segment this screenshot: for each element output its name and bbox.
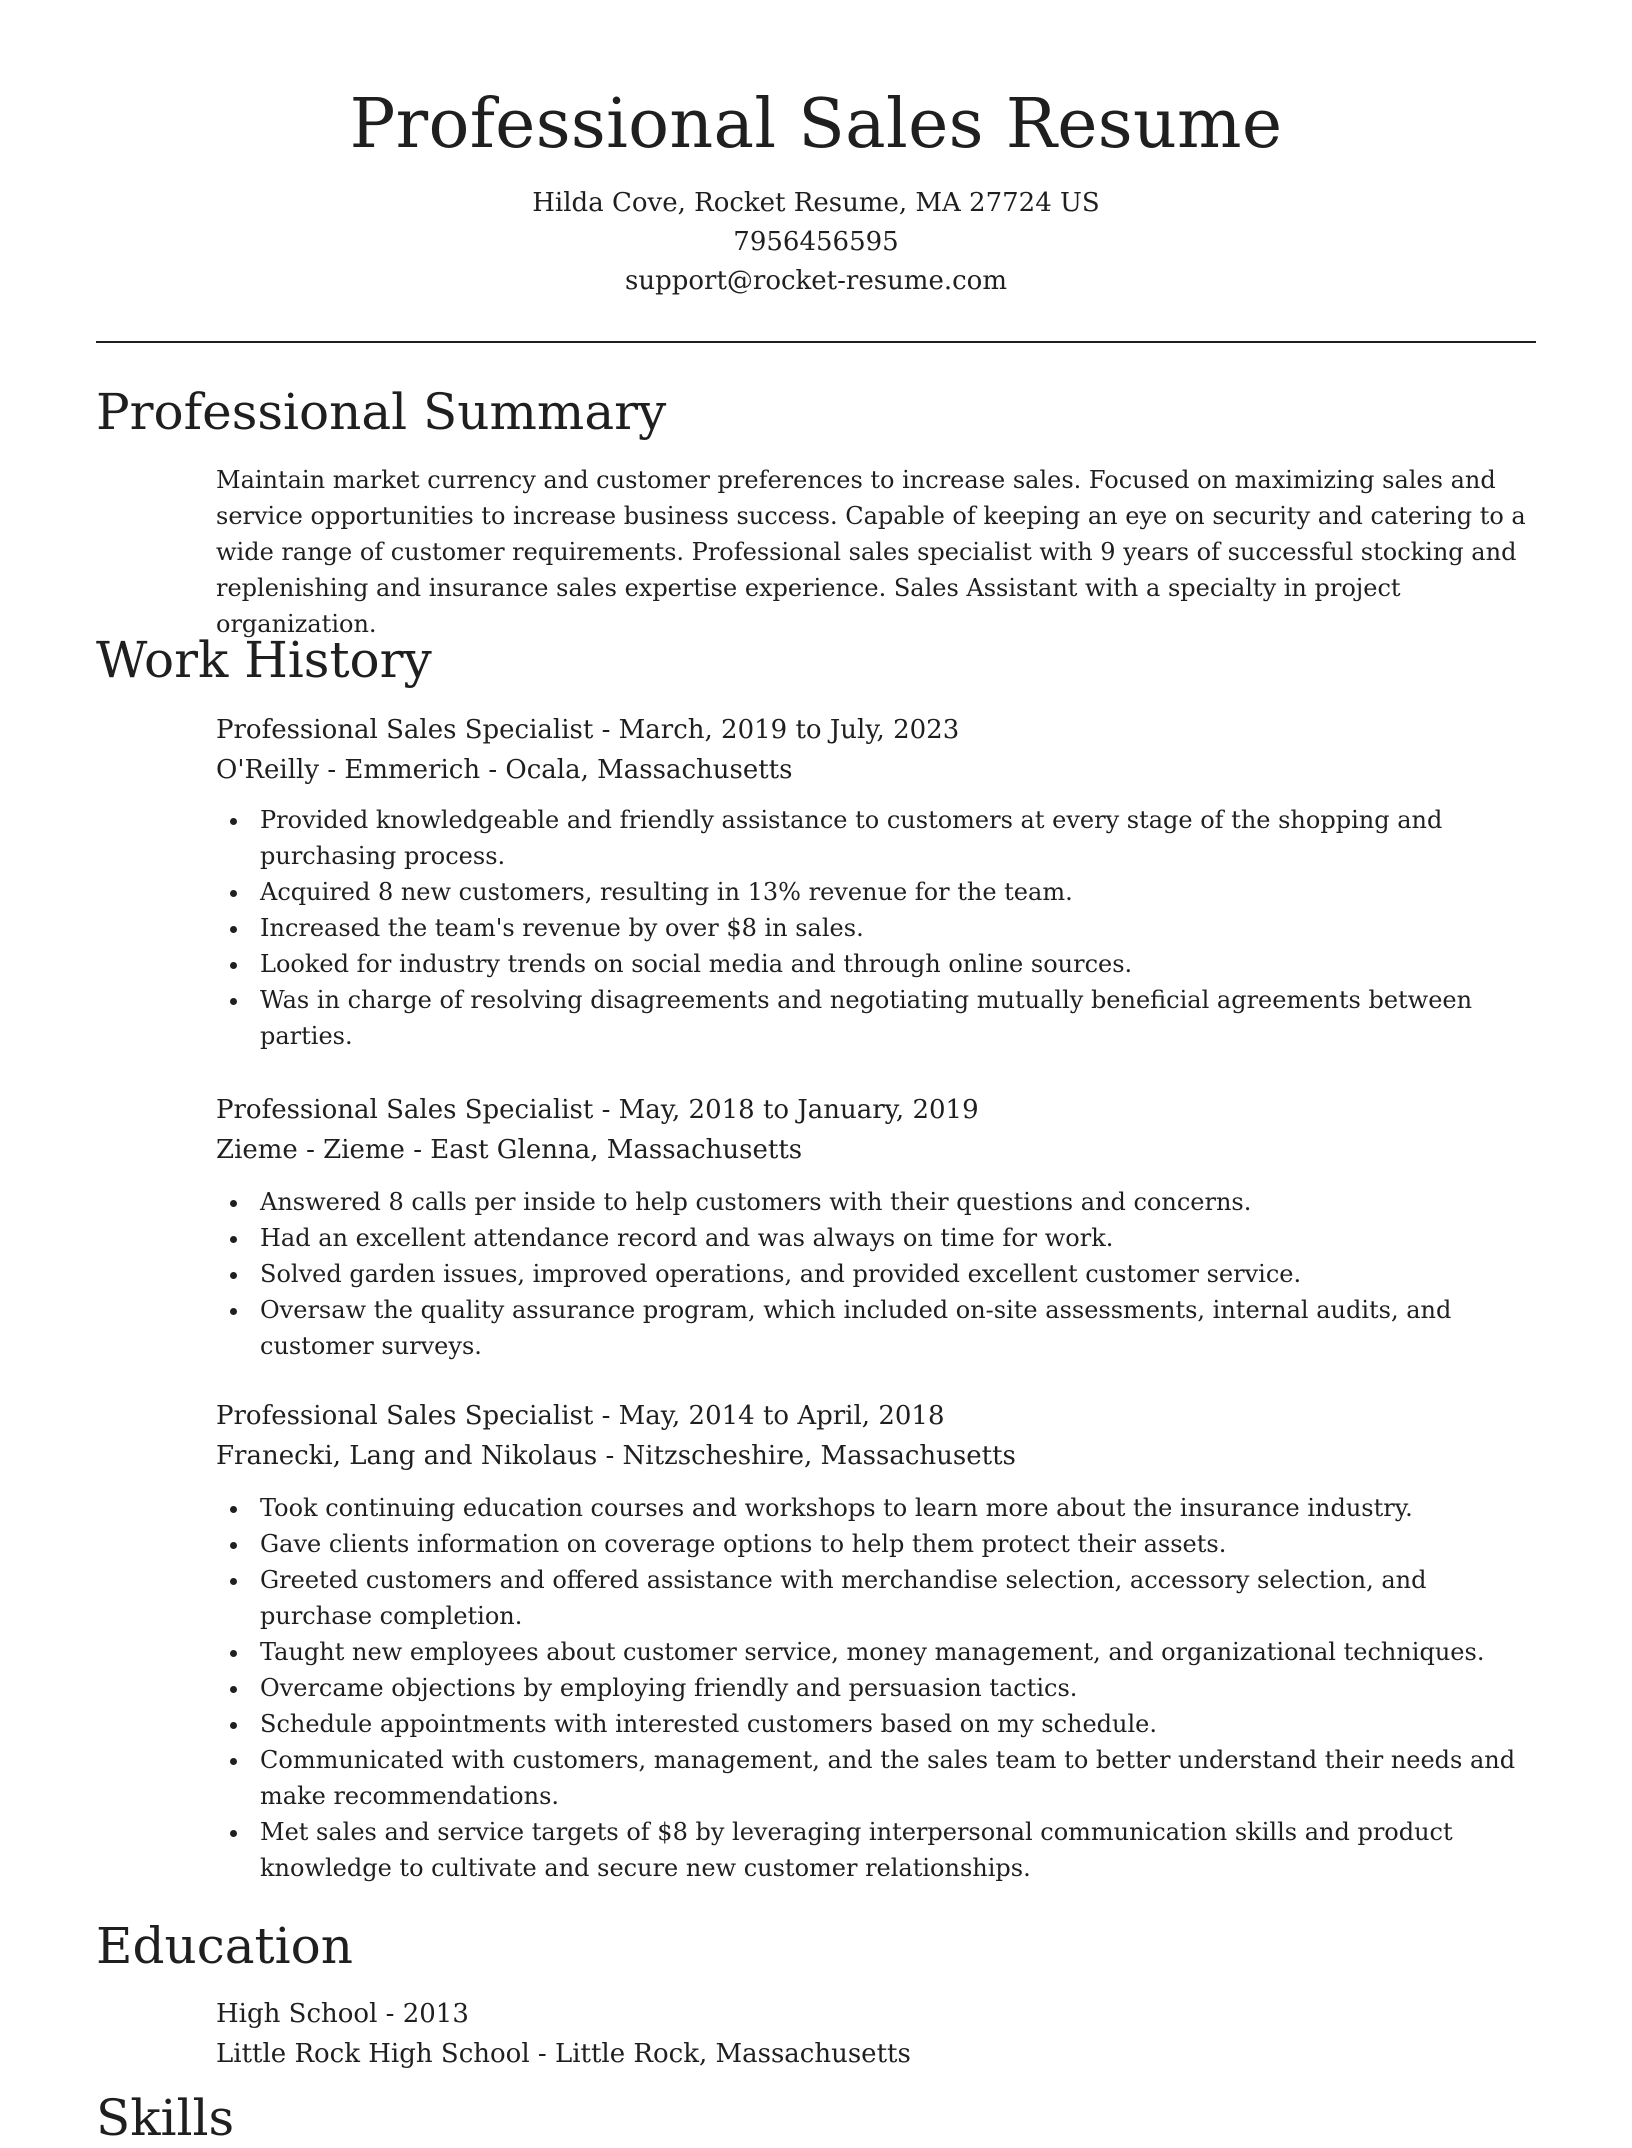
bullet-text: Met sales and service targets of $8 by leveraging interpersonal communication skills and product knowledge to cultivate and secure new customer relationships. <box>260 1818 1453 1882</box>
bullet-icon <box>230 998 237 1005</box>
job-bullet <box>216 1634 1546 1670</box>
job-entry <box>216 1090 1546 1364</box>
bullet-icon <box>230 1272 237 1279</box>
job-bullet <box>216 946 1546 982</box>
education-heading: Education <box>96 1917 353 1975</box>
job-bullet <box>216 910 1546 946</box>
bullet-text: Had an excellent attendance record and was always on time for work. <box>260 1224 1114 1252</box>
job-title: Professional Sales Specialist - March, 2019 to July, 2023 <box>216 715 960 745</box>
summary-heading: Professional Summary <box>96 383 667 441</box>
bullet-text: Gave clients information on coverage options to help them protect their assets. <box>260 1530 1227 1558</box>
bullet-text: Greeted customers and offered assistance with merchandise selection, accessory selection, and purchase completion. <box>260 1566 1427 1630</box>
bullet-text: Provided knowledgeable and friendly assistance to customers at every stage of the shopping and purchasing process. <box>260 806 1443 870</box>
job-entry <box>216 710 1546 1054</box>
education-school: Little Rock High School - Little Rock, Massachusetts <box>216 2039 911 2069</box>
job-company: O'Reilly - Emmerich - Ocala, Massachusetts <box>216 755 793 785</box>
contact-address: Hilda Cove, Rocket Resume, MA 27724 US <box>532 188 1100 218</box>
bullet-icon <box>230 1758 237 1765</box>
bullet-text: Communicated with customers, management, and the sales team to better understand their needs and make recommendations. <box>260 1746 1516 1810</box>
bullet-icon <box>230 1506 237 1513</box>
job-bullet <box>216 1184 1546 1220</box>
resume-title: Professional Sales Resume <box>349 85 1283 164</box>
bullet-icon <box>230 1686 237 1693</box>
job-bullet-list <box>216 802 1546 1054</box>
header-divider <box>96 341 1536 343</box>
bullet-icon <box>230 962 237 969</box>
bullet-icon <box>230 818 237 825</box>
job-bullet <box>216 1814 1546 1886</box>
job-bullet <box>216 1526 1546 1562</box>
resume-header <box>96 82 1536 301</box>
bullet-text: Took continuing education courses and workshops to learn more about the insurance industry. <box>260 1494 1413 1522</box>
job-entry <box>216 1396 1546 1886</box>
job-company: Zieme - Zieme - East Glenna, Massachusetts <box>216 1135 803 1165</box>
bullet-text: Taught new employees about customer service, money management, and organizational techniques. <box>260 1638 1485 1666</box>
job-bullet <box>216 1670 1546 1706</box>
bullet-text: Oversaw the quality assurance program, which included on-site assessments, internal audits, and customer surveys. <box>260 1296 1452 1360</box>
job-bullet <box>216 1256 1546 1292</box>
summary-text: Maintain market currency and customer preferences to increase sales. Focused on maximizing sales and service opportunities to increase business success. Capable of keeping an eye on security and catering to a wide range of customer requirements. Professional sales specialist with 9 years of successful stocking and replenishing and insurance sales expertise experience. Sales Assistant with a specialty in project organization. <box>216 466 1526 638</box>
bullet-icon <box>230 926 237 933</box>
job-bullet-list <box>216 1184 1546 1364</box>
bullet-icon <box>230 890 237 897</box>
job-bullet <box>216 1490 1546 1526</box>
job-bullet <box>216 802 1546 874</box>
skills-heading: Skills <box>96 2089 235 2147</box>
job-company: Franecki, Lang and Nikolaus - Nitzscheshire, Massachusetts <box>216 1441 1016 1471</box>
job-bullet-list <box>216 1490 1546 1886</box>
bullet-text: Looked for industry trends on social media and through online sources. <box>260 950 1133 978</box>
job-bullet <box>216 1220 1546 1256</box>
bullet-text: Overcame objections by employing friendly and persuasion tactics. <box>260 1674 1078 1702</box>
bullet-icon <box>230 1236 237 1243</box>
job-bullet <box>216 982 1546 1054</box>
education-entry <box>216 1994 1544 2074</box>
job-bullet <box>216 1742 1546 1814</box>
bullet-icon <box>230 1200 237 1207</box>
bullet-icon <box>230 1578 237 1585</box>
bullet-text: Solved garden issues, improved operations, and provided excellent customer service. <box>260 1260 1302 1288</box>
education-degree: High School - 2013 <box>216 1999 469 2029</box>
contact-email: support@rocket-resume.com <box>624 266 1007 296</box>
job-bullet <box>216 1292 1546 1364</box>
bullet-icon <box>230 1830 237 1837</box>
job-bullet <box>216 874 1546 910</box>
bullet-text: Answered 8 calls per inside to help customers with their questions and concerns. <box>260 1188 1252 1216</box>
work-history-heading: Work History <box>96 631 432 689</box>
job-title: Professional Sales Specialist - May, 2014 to April, 2018 <box>216 1401 945 1431</box>
bullet-icon <box>230 1542 237 1549</box>
bullet-icon <box>230 1722 237 1729</box>
contact-phone: 7956456595 <box>733 227 899 257</box>
job-title: Professional Sales Specialist - May, 2018 to January, 2019 <box>216 1095 979 1125</box>
bullet-text: Acquired 8 new customers, resulting in 13% revenue for the team. <box>260 878 1073 906</box>
bullet-icon <box>230 1308 237 1315</box>
bullet-text: Was in charge of resolving disagreements and negotiating mutually beneficial agreements between parties. <box>260 986 1473 1050</box>
bullet-text: Increased the team's revenue by over $8 in sales. <box>260 914 864 942</box>
job-bullet <box>216 1706 1546 1742</box>
bullet-icon <box>230 1650 237 1657</box>
job-bullet <box>216 1562 1546 1634</box>
bullet-text: Schedule appointments with interested customers based on my schedule. <box>260 1710 1157 1738</box>
